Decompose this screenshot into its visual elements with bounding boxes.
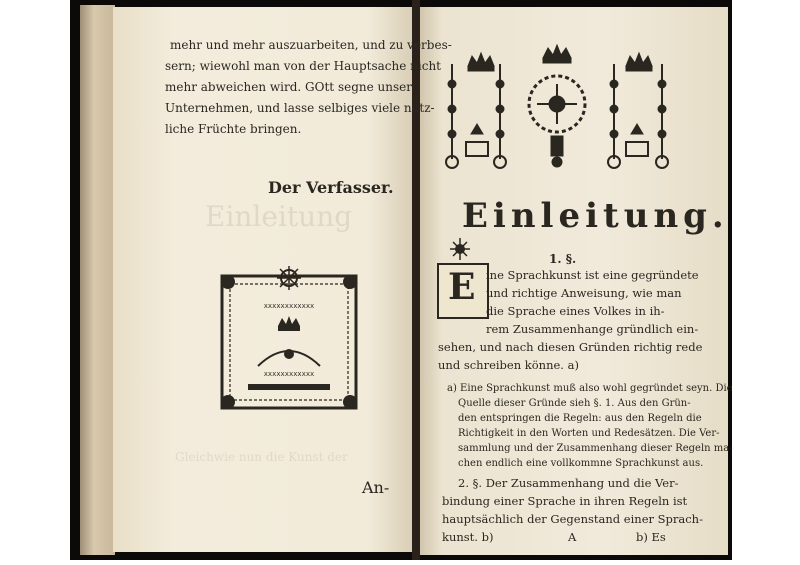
tailpiece-ornament: [218, 266, 360, 414]
section-1-line-5: sehen, und nach diesen Gründen richtig rede: [438, 340, 703, 354]
right-catchword: b) Es: [636, 530, 666, 544]
svg-text:xxxxxxxxxxxx: xxxxxxxxxxxx: [263, 302, 315, 310]
footnote-line-1: a) Eine Sprachkunst muß also wohl gegründet seyn. Die: [447, 383, 733, 394]
svg-text:xxxxxxxxxxxx: xxxxxxxxxxxx: [263, 370, 315, 378]
footnote-line-3: den entspringen die Regeln: aus den Regeln die: [458, 413, 702, 424]
section-1-line-3: die Sprache eines Volkes in ih-: [486, 304, 665, 318]
section-1-line-1: ine Sprachkunst ist eine gegründete: [486, 268, 699, 282]
section-1-line-6: und schreiben könne. a): [438, 358, 579, 372]
section-2-line-3: hauptsächlich der Gegenstand einer Sprach-: [442, 512, 703, 526]
left-line-5: liche Früchte bringen.: [165, 122, 302, 136]
section-2-line-1: 2. §. Der Zusammenhang und die Ver-: [458, 476, 679, 490]
bleed-through-line: Gleichwie nun die Kunst der: [175, 450, 348, 464]
book-gutter: [412, 0, 420, 560]
headpiece-ornament: [442, 44, 682, 174]
footnote-line-4: Richtigkeit in den Worten und Redesätzen. Die Ver-: [458, 428, 720, 439]
footnote-line-2: Quelle dieser Gründe sieh §. 1. Aus den Grün-: [458, 398, 691, 409]
section-1-line-4: rem Zusammenhange gründlich ein-: [486, 322, 699, 336]
section-2-line-4: kunst. b): [442, 530, 494, 544]
left-line-4: Unternehmen, und lasse selbiges viele nütz-: [165, 101, 435, 115]
dropcap-sun-ornament: [450, 238, 470, 260]
bleed-through-heading: Einleitung: [205, 200, 353, 233]
left-line-2: sern; wiewohl man von der Hauptsache nicht: [165, 59, 441, 73]
section-1-line-2: und richtige Anweisung, wie man: [486, 286, 682, 300]
signature-mark: A: [568, 530, 577, 544]
dropcap-letter: E: [448, 266, 476, 308]
footnote-line-5: sammlung und der Zusammenhang dieser Regeln ma-: [458, 443, 733, 454]
left-catchword: An-: [362, 478, 390, 497]
left-line-3: mehr abweichen wird. GOtt segne unser: [165, 80, 412, 94]
footnote-line-6: chen endlich eine vollkommne Sprachkunst aus.: [458, 458, 704, 469]
left-line-1: mehr und mehr auszuarbeiten, und zu verbes-: [170, 38, 452, 52]
left-page-edges: [80, 5, 115, 555]
chapter-heading: Einleitung.: [462, 196, 729, 236]
section-1-number: 1. §.: [549, 252, 577, 266]
author-signature: Der Verfasser.: [268, 178, 394, 197]
section-2-line-2: bindung einer Sprache in ihren Regeln ist: [442, 494, 688, 508]
